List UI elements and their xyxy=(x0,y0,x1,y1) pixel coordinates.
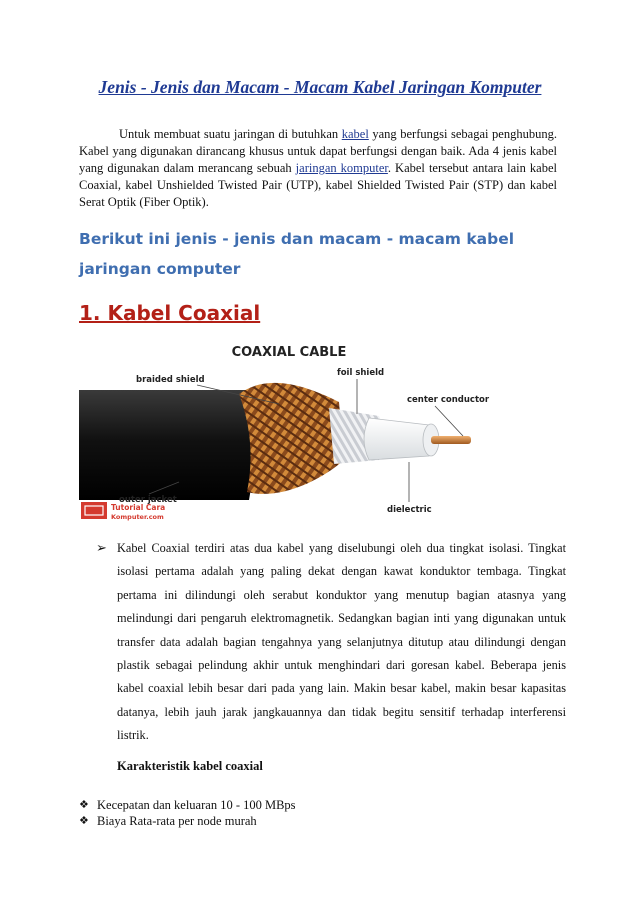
coaxial-cable-figure xyxy=(79,332,561,527)
list-item-text: Biaya Rata-rata per node murah xyxy=(97,814,257,828)
watermark-line-1: Tutorial Cara xyxy=(111,503,166,512)
intro-paragraph xyxy=(79,126,557,211)
label-foil-shield: foil shield xyxy=(337,368,385,378)
list-item-text: Kecepatan dan keluaran 10 - 100 MBps xyxy=(97,798,296,812)
section-1-heading: 1. Kabel Coaxial xyxy=(79,301,261,325)
characteristics-list xyxy=(79,797,296,829)
characteristics-heading: Karakteristik kabel coaxial xyxy=(117,759,263,773)
diamond-bullet-icon: ❖ xyxy=(79,798,89,811)
page-title: Jenis - Jenis dan Macam - Macam Kabel Jaringan Komputer xyxy=(98,77,542,97)
jaringan-komputer-link[interactable]: jaringan komputer xyxy=(295,161,388,175)
coaxial-description xyxy=(96,537,566,748)
arrow-bullet-icon: ➢ xyxy=(96,541,107,556)
label-center-conductor: center conductor xyxy=(407,395,490,405)
figure-title: COAXIAL CABLE xyxy=(231,345,347,360)
list-item xyxy=(79,813,296,829)
center-conductor-shape xyxy=(431,436,471,444)
diamond-bullet-icon: ❖ xyxy=(79,814,89,827)
intro-text-2: yang berfungsi sebagai penghubung. Kabel yang digunakan dirancang khusus untuk dapat berfungsi dengan baik. Ada 4 jenis kabel yang digunakan dalam merancang sebuah xyxy=(79,127,557,175)
label-outer-jacket: outer jacket xyxy=(119,495,177,505)
label-dielectric: dielectric xyxy=(387,505,432,515)
watermark-line-2: Komputer.com xyxy=(111,513,164,521)
coaxial-description-text: Kabel Coaxial terdiri atas dua kabel yang diselubungi oleh dua tingkat isolasi. Tingkat isolasi pertama adalah yang paling dekat dengan kawat konduktor tembaga. Tingkat pertama ini dilindungi oleh serabut konduktor yang menutup bagian atasnya yang melindungi dari pengaruh elektromagnetik. Sedangkan bagian inti yang digunakan untuk transfer data adalah bagian tengahnya yang selanjutnya ditutup atau dilindungi dengan plastik sebagai pelindung akhir untuk menghindari dari goresan kabel. Beberapa jenis kabel coaxial lebih besar dari pada yang lain. Makin besar kabel, makin besar kapasitas datanya, lebih jauh jarak jangkauannya dan tidak begitu sensitif terhadap interferensi listrik. xyxy=(117,541,566,743)
intro-text-1: Untuk membuat suatu jaringan di butuhkan xyxy=(119,127,342,141)
label-braided-shield: braided shield xyxy=(136,375,205,385)
section-heading: Berikut ini jenis - jenis dan macam - macam kabel jaringan computer xyxy=(79,230,515,278)
intro-text-3: . Kabel tersebut antara lain kabel Coaxial, kabel Unshielded Twisted Pair (UTP), kabel Shielded Twisted Pair (STP) dan kabel Serat Optik (Fiber Optik). xyxy=(79,161,557,209)
kabel-link[interactable]: kabel xyxy=(341,127,369,141)
list-item xyxy=(79,797,296,813)
outer-jacket-shape xyxy=(79,390,255,500)
